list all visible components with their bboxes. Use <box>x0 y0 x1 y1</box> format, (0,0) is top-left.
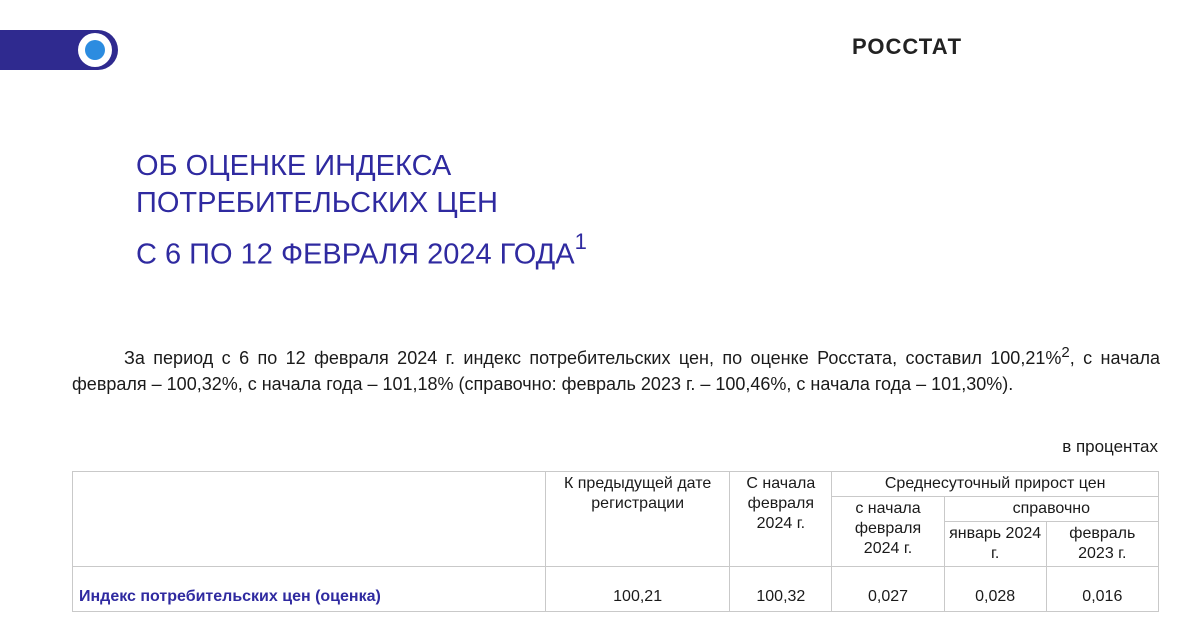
summary-paragraph <box>72 340 1160 397</box>
title-line-3-text: С 6 ПО 12 ФЕВРАЛЯ 2024 ГОДА <box>136 238 575 271</box>
brand-logo-dot <box>85 40 105 60</box>
cell-since-feb-2024: 0,027 <box>832 567 944 612</box>
cell-feb-2023: 0,016 <box>1046 567 1158 612</box>
cell-since-feb: 100,32 <box>730 567 832 612</box>
header-reference: справочно <box>944 497 1158 522</box>
title-line-3 <box>136 227 587 274</box>
header-avg-daily: Среднесуточный прирост цен <box>832 472 1159 497</box>
table-row <box>73 567 1159 612</box>
title-line-2: ПОТРЕБИТЕЛЬСКИХ ЦЕН <box>136 187 498 219</box>
title-footnote-mark: 1 <box>574 229 587 254</box>
units-note: в процентах <box>1062 437 1158 456</box>
header-since-feb: С начала февраля 2024 г. <box>730 472 832 567</box>
cell-prev-date: 100,21 <box>545 567 729 612</box>
header-feb-2023: февраль 2023 г. <box>1046 522 1158 567</box>
document-title <box>136 148 587 274</box>
summary-part-2: , с начала февраля – 100,32%, с начала года – 101,18% (справочно: февраль 2023 г. – 100,46%, с начала года – 101,30%). <box>72 348 1160 394</box>
table-header-row-1 <box>73 472 1159 497</box>
header-prev-date: К предыдущей дате регистрации <box>545 472 729 567</box>
header-since-feb-2024: с начала февраля 2024 г. <box>832 497 944 567</box>
header-jan-2024: январь 2024 г. <box>944 522 1046 567</box>
table-header-blank <box>73 472 546 567</box>
rosstat-logo: РОССТАТ <box>852 34 963 59</box>
summary-footnote-mark: 2 <box>1061 344 1070 361</box>
cell-jan-2024: 0,028 <box>944 567 1046 612</box>
title-line-1: ОБ ОЦЕНКЕ ИНДЕКСА <box>136 150 452 182</box>
summary-part-1: За период с 6 по 12 февраля 2024 г. индекс потребительских цен, по оценке Росстата, составил 100,21% <box>124 348 1062 368</box>
row-label: Индекс потребительских цен (оценка) <box>73 567 546 612</box>
cpi-table <box>72 471 1159 612</box>
